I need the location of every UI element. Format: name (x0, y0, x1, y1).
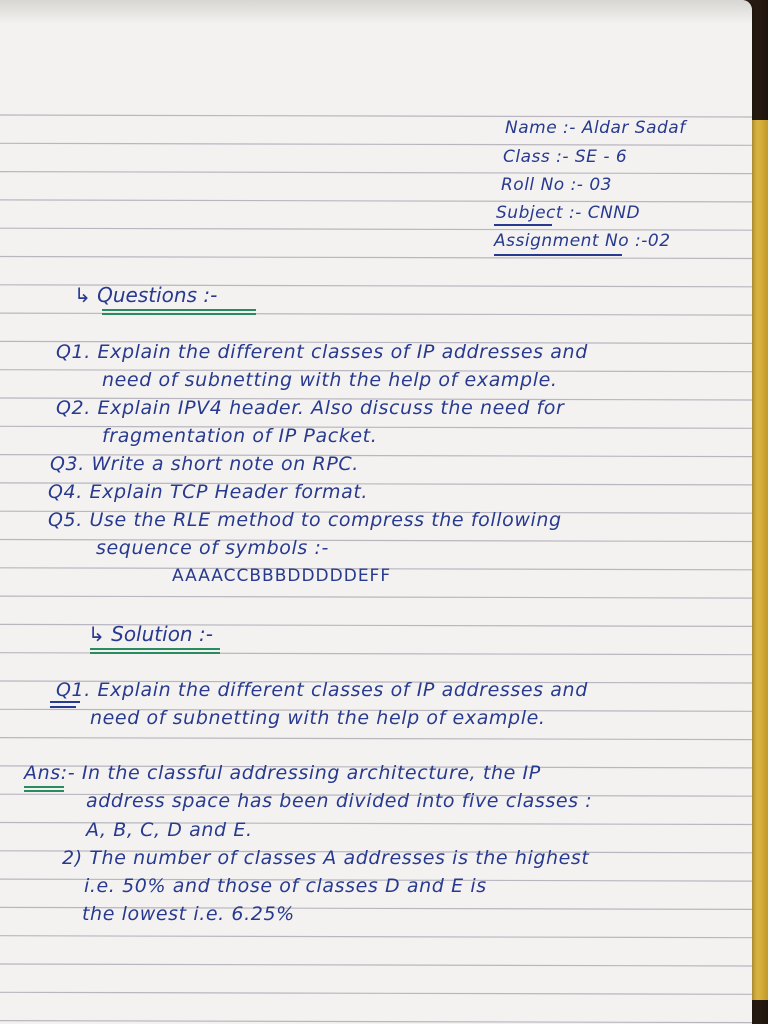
ruled-line (0, 200, 752, 202)
symbol-sequence: AAAACCBBBDDDDDEFF (172, 566, 392, 586)
questions-heading (74, 283, 217, 307)
questions-heading-text: Questions :- (97, 283, 218, 307)
ruled-line (0, 115, 752, 117)
ruled-line (0, 738, 752, 740)
answer-line-3: A, B, C, D and E. (86, 819, 253, 841)
answer-line-2: address space has been divided into five classes : (86, 790, 593, 812)
solution-underline-2 (90, 652, 220, 654)
ruled-line (0, 172, 752, 174)
student-class: Class :- SE - 6 (503, 147, 628, 167)
subject: Subject :- CNND (496, 203, 641, 223)
ruled-line (0, 992, 752, 994)
solution-q1-marker-2 (50, 706, 76, 708)
ruled-line (0, 964, 752, 966)
ruled-line (0, 228, 752, 230)
question-1-line-2: need of subnetting with the help of example. (102, 369, 558, 391)
ans-underline (24, 786, 64, 788)
answer-line-1: Ans:- In the classful addressing architecture, the IP (24, 762, 541, 784)
question-1-line-1: Q1. Explain the different classes of IP addresses and (56, 341, 588, 363)
subject-underline (494, 224, 552, 226)
answer-line-5: i.e. 50% and those of classes D and E is (84, 875, 487, 897)
solution-q1-marker (50, 701, 80, 703)
answer-line-6: the lowest i.e. 6.25% (82, 903, 295, 925)
assignment-underline (494, 254, 622, 256)
ruled-line (0, 936, 752, 938)
ruled-line (0, 143, 752, 145)
solution-question-line-2: need of subnetting with the help of example. (90, 707, 546, 729)
solution-heading-text: Solution :- (111, 622, 213, 646)
question-2-line-1: Q2. Explain IPV4 header. Also discuss the need for (56, 397, 565, 419)
questions-underline-2 (102, 313, 256, 315)
solution-heading (88, 622, 213, 646)
question-5-line-1: Q5. Use the RLE method to compress the following (48, 509, 562, 531)
ruled-line (0, 1021, 752, 1023)
question-3: Q3. Write a short note on RPC. (50, 453, 359, 475)
roll-number: Roll No :- 03 (501, 175, 612, 195)
ruled-line (0, 257, 752, 259)
question-5-line-2: sequence of symbols :- (96, 537, 329, 559)
student-name: Name :- Aldar Sadaf (505, 118, 686, 138)
arrow-icon: ↳ (88, 622, 112, 646)
assignment-number: Assignment No :-02 (494, 231, 671, 251)
ruled-line (0, 596, 752, 598)
answer-line-4: 2) The number of classes A addresses is the highest (62, 847, 590, 869)
arrow-icon: ↳ (74, 283, 98, 307)
solution-underline (90, 648, 220, 650)
ans-underline-2 (24, 790, 64, 792)
questions-underline (102, 309, 256, 311)
question-4: Q4. Explain TCP Header format. (48, 481, 369, 503)
solution-question-line-1: Q1. Explain the different classes of IP addresses and (56, 679, 588, 701)
question-2-line-2: fragmentation of IP Packet. (102, 425, 378, 447)
